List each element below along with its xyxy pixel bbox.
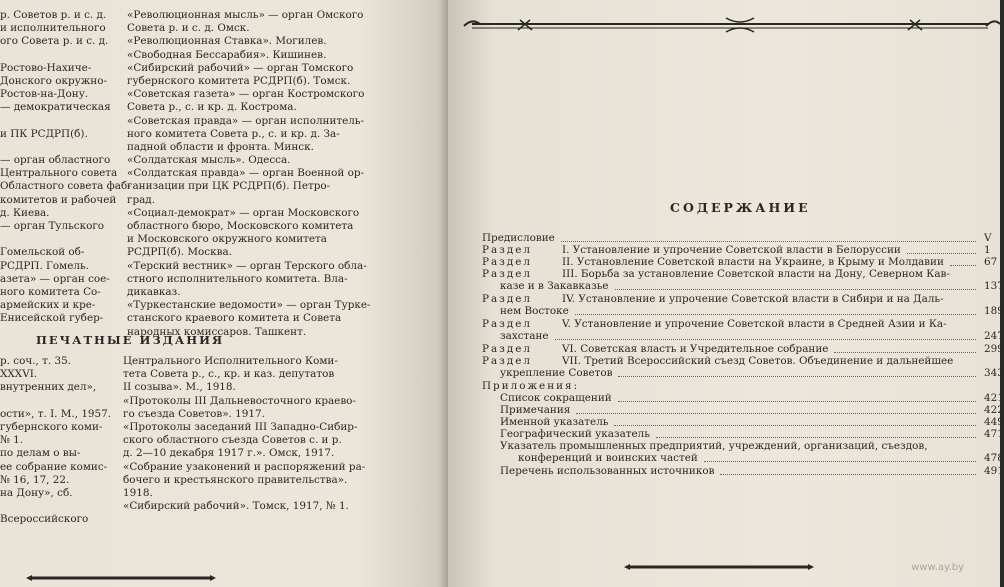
text-line: «Протоколы III Дальневосточного краево- (123, 394, 356, 407)
toc-entry-prefix: Раздел (482, 343, 533, 355)
text-line: 1918. (123, 486, 153, 499)
text-line: — орган областного (0, 154, 111, 167)
text-line: град. (127, 193, 155, 206)
toc-page-number: 343 (984, 367, 1004, 379)
text-line: дикавказ. (127, 285, 181, 298)
toc-page-number: 137 (984, 280, 1004, 292)
text-line (0, 500, 120, 513)
toc-entry-title: нем Востоке (500, 305, 569, 317)
text-line: Центрального совета (0, 167, 118, 180)
text-line: го съезда Советов». 1917. (123, 407, 265, 420)
text-line: «Сибирский рабочий». Томск, 1917, № 1. (123, 500, 349, 513)
toc-page-number: 189 (984, 305, 1004, 317)
dotted-leader (907, 252, 976, 254)
text-line: азета» — орган сое- (0, 272, 110, 285)
text-line: XXXVI. (0, 368, 38, 381)
text-line: «Социал-демократ» — орган Московского (127, 206, 360, 219)
toc-entry-prefix: Приложения: (482, 380, 580, 392)
text-line (0, 115, 110, 128)
text-line: Ростово-Нахиче- (0, 61, 92, 74)
toc-entry-title: укрепление Советов (500, 367, 613, 379)
text-line: — демократическая (0, 101, 111, 114)
right-page (448, 0, 1004, 587)
text-line: внутренних дел», (0, 381, 97, 394)
toc-page-number: 421 (984, 392, 1004, 404)
watermark: www.ay.by (911, 562, 964, 573)
dotted-leader (555, 338, 976, 340)
text-line: Енисейской губер- (0, 312, 104, 325)
text-line: д. 2—10 декабря 1917 г.». Омск, 1917. (123, 447, 335, 460)
toc-entry-prefix: Раздел (482, 293, 533, 305)
toc-entry-title: I. Установление и упрочение Советской власти в Белоруссии (562, 244, 901, 256)
dotted-leader (561, 240, 976, 242)
toc-page-number: 299 (984, 343, 1004, 355)
toc-entry-title: Примечания (500, 404, 571, 416)
text-line: — орган Тульского (0, 220, 105, 232)
toc-page-number: 471 (984, 428, 1004, 440)
left-page-column-3 (0, 355, 120, 526)
text-line (0, 233, 110, 246)
dotted-leader (618, 375, 976, 377)
text-line: губернского коми- (0, 420, 103, 433)
dotted-leader (656, 436, 976, 438)
text-line: д. Киева. (0, 206, 50, 219)
toc-entry-title: V. Установление и упрочение Советской власти в Средней Азии и Ка- (562, 318, 947, 330)
text-line: ого Совета р. и с. д. (0, 35, 109, 48)
toc-page-number: 67 (984, 256, 998, 268)
toc-page-number: V (984, 232, 992, 244)
text-line: ганизации при ЦК РСДРП(б). Петро- (127, 180, 331, 193)
dotted-leader (618, 400, 976, 402)
text-line: ее собрание комис- (0, 460, 108, 473)
text-line: «Терский вестник» — орган Терского обла- (127, 259, 367, 272)
text-line: «Протоколы заседаний III Западно-Сибир- (123, 420, 358, 433)
toc-entry-prefix: Раздел (482, 244, 533, 256)
dotted-leader (950, 264, 976, 266)
text-line (0, 49, 110, 62)
toc-page-number: 478 (984, 452, 1004, 464)
toc-entry-title: IV. Установление и упрочение Советской власти в Сибири и на Даль- (562, 293, 944, 305)
left-page-column-4 (123, 355, 423, 513)
dotted-leader (614, 424, 976, 426)
text-line: Центрального Исполнительного Коми- (123, 355, 338, 367)
text-line: II созыва». М., 1918. (123, 381, 236, 394)
toc-entry-title: Географический указатель (500, 428, 650, 440)
toc-page-number: 422 (984, 404, 1004, 416)
toc-entry-title: VII. Третий Всероссийский съезд Советов. Объединение и дальнейшее (562, 355, 954, 367)
text-line: «Туркестанские ведомости» — орган Турке- (127, 299, 371, 312)
dotted-leader (704, 460, 976, 462)
toc-entry-title: II. Установление Советской власти на Украине, в Крыму и Молдавии (562, 256, 944, 268)
text-line: РСДРП(б). Москва. (127, 246, 232, 259)
text-line: армейских и кре- (0, 299, 96, 312)
text-line: Гомельской об- (0, 246, 85, 259)
toc-page-number: 491 (984, 465, 1004, 477)
text-line: стного исполнительного комитета. Вла- (127, 272, 348, 285)
text-line: «Солдатская мысль». Одесса. (127, 154, 291, 167)
toc-entry-prefix: Раздел (482, 256, 533, 268)
text-line (0, 395, 120, 408)
toc-title: СОДЕРЖАНИЕ (670, 200, 811, 215)
text-line: тета Совета р., с., кр. и каз. депутатов (123, 368, 335, 381)
text-line: ного комитета Со- (0, 285, 101, 298)
toc-entry-title: III. Борьба за установление Советской власти на Дону, Северном Кав- (562, 268, 950, 280)
text-line: № 16, 17, 22. (0, 473, 70, 486)
text-line: Совета р. и с. д. Омск. (127, 22, 250, 35)
text-line: и Московского окружного комитета (127, 233, 327, 246)
text-line: и ПК РСДРП(б). (0, 127, 88, 140)
text-line: Совета р., с. и кр. д. Кострома. (127, 101, 297, 114)
text-line: р. Советов р. и с. д. (0, 9, 107, 21)
text-line: бочего и крестьянского правительства». (123, 473, 348, 486)
toc-entry-title: VI. Советская власть и Учредительное собрание (562, 343, 829, 355)
text-line: ского областного съезда Советов с. и р. (123, 434, 342, 447)
section-heading: ПЕЧАТНЫЕ ИЗДАНИЯ (36, 333, 225, 347)
text-line: № 1. (0, 434, 24, 447)
toc-entry-title: конференций и воинских частей (518, 452, 698, 464)
text-line: областного бюро, Московского комитета (127, 220, 354, 232)
text-line: станского краевого комитета и Совета (127, 312, 342, 325)
text-line: «Солдатская правда» — орган Военной ор- (127, 167, 365, 180)
toc-entry-title: Именной указатель (500, 416, 609, 428)
toc-entry-title: Указатель промышленных предприятий, учреждений, организаций, съездов, (500, 440, 928, 452)
text-line: Донского окружно- (0, 74, 107, 87)
text-line: падной области и фронта. Минск. (127, 140, 314, 153)
toc-entry-title: захстане (500, 330, 549, 342)
text-line: «Свободная Бессарабия». Кишинев. (127, 48, 327, 61)
bottom-ornament-right (624, 561, 814, 573)
text-line: «Советская правда» — орган исполнитель- (127, 114, 365, 127)
text-line: «Собрание узаконений и распоряжений ра- (123, 460, 366, 473)
text-line: «Советская газета» — орган Костромского (127, 88, 365, 101)
text-line: ного комитета Совета р., с. и кр. д. За- (127, 127, 340, 140)
text-line: и исполнительного (0, 22, 106, 35)
toc-entry-prefix: Раздел (482, 355, 533, 367)
text-line: на Дону», сб. (0, 486, 73, 499)
text-line: р. соч., т. 35. (0, 355, 71, 367)
toc-page-number: 1 (984, 244, 991, 256)
toc-entry-prefix: Раздел (482, 318, 533, 330)
dotted-leader (576, 412, 976, 414)
text-line: «Революционная мысль» — орган Омского (127, 9, 364, 21)
toc-entry-title: Список сокращений (500, 392, 612, 404)
text-line: губернского комитета РСДРП(б). Томск. (127, 74, 351, 87)
text-line: ости», т. I. М., 1957. (0, 407, 112, 420)
left-page-column-2 (127, 9, 427, 339)
left-page (0, 0, 448, 587)
text-line: «Революционная Ставка». Могилев. (127, 35, 327, 48)
text-line: Ростов-на-Дону. (0, 88, 89, 101)
dotted-leader (615, 288, 976, 290)
toc-entry-title: Перечень использованных источников (500, 465, 715, 477)
top-ornament (460, 10, 1000, 36)
text-line: «Сибирский рабочий» — орган Томского (127, 61, 354, 74)
toc-entry-prefix: Раздел (482, 268, 533, 280)
text-line (0, 141, 110, 154)
toc-entry-title: Предисловие (482, 232, 555, 244)
text-line: Областного совета фаб- (0, 180, 131, 193)
left-page-column-1 (0, 9, 131, 326)
text-line: по делам о вы- (0, 447, 81, 460)
text-line: РСДРП. Гомель. (0, 259, 89, 272)
dotted-leader (575, 313, 976, 315)
toc-page-number: 449 (984, 416, 1004, 428)
toc-page-number: 247 (984, 330, 1004, 342)
toc-entry-title: казе и в Закавказье (500, 280, 609, 292)
text-line: Всероссийского (0, 513, 89, 526)
bottom-ornament-left (26, 572, 216, 584)
text-line: народных комиссаров. Ташкент. (127, 325, 307, 338)
dotted-leader (834, 351, 976, 353)
dotted-leader (720, 473, 976, 475)
text-line: комитетов и рабочей (0, 193, 117, 206)
